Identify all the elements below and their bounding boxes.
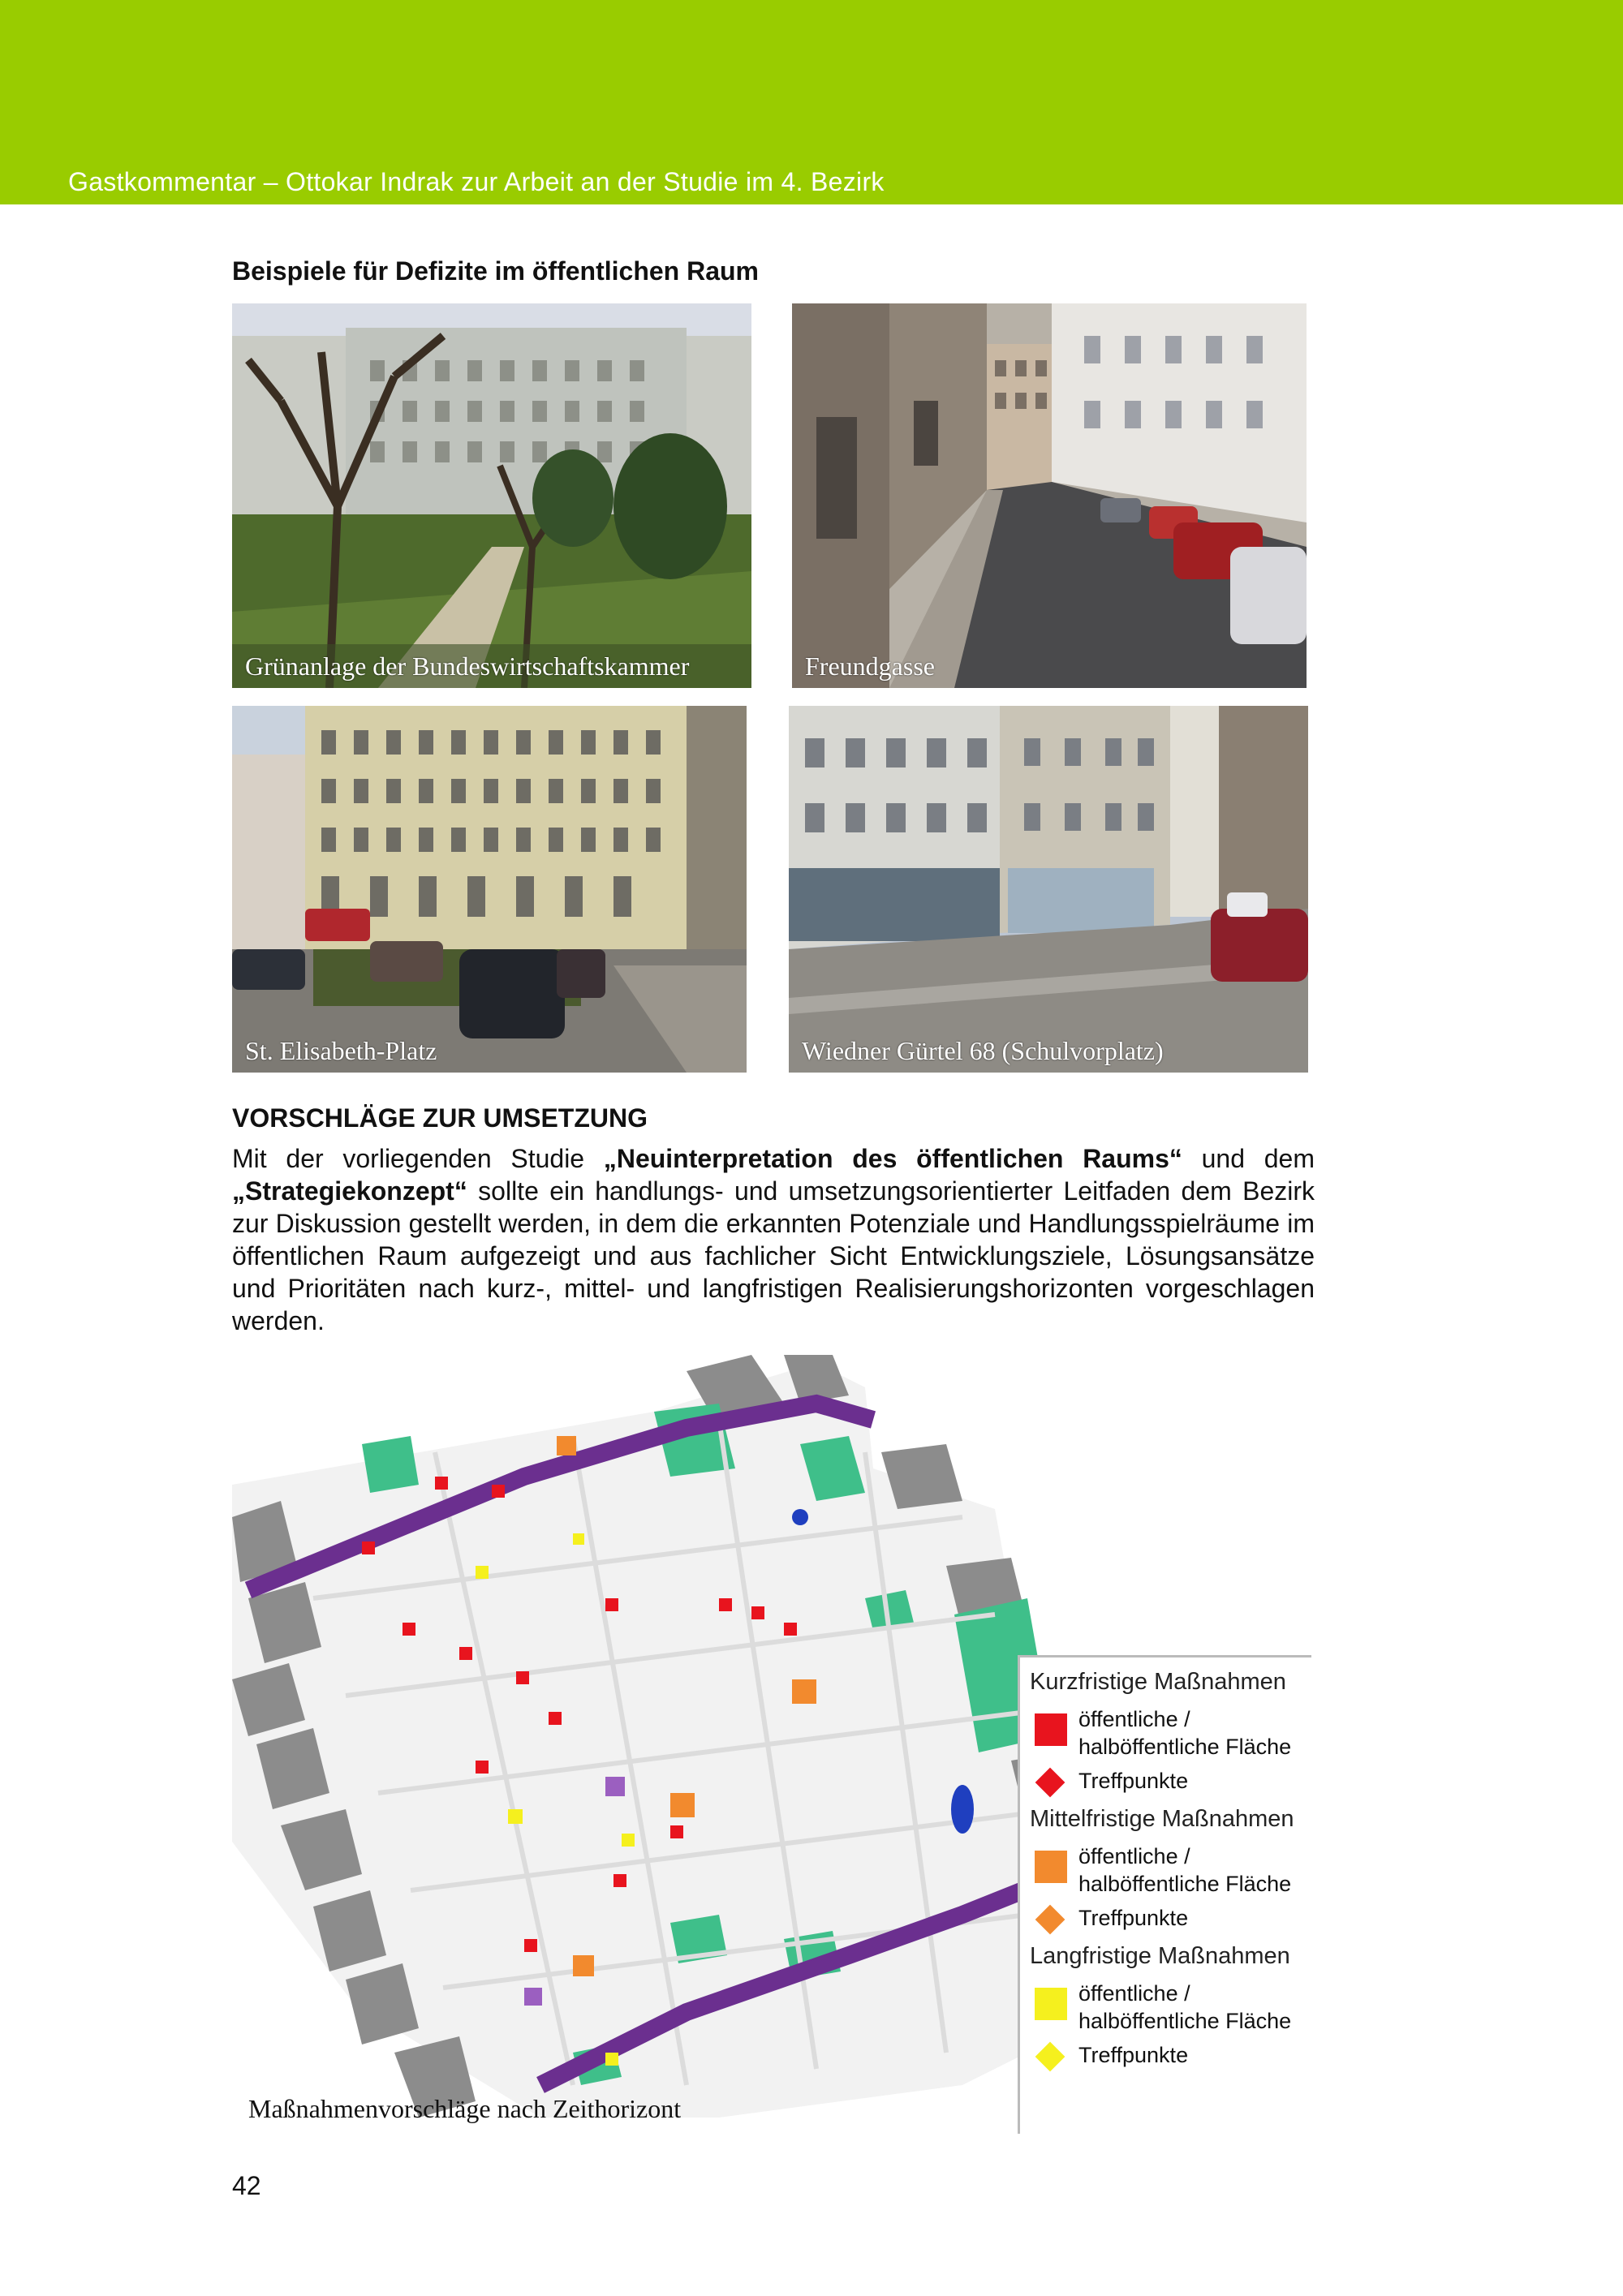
legend-title: Mittelfristige Maßnahmen — [1030, 1806, 1294, 1832]
photo-gruenanlage-image — [232, 303, 751, 688]
photo-caption: Grünanlage der Bundeswirtschaftskammer — [245, 651, 690, 681]
legend-point-row — [1030, 1904, 1311, 1932]
photo-freundgasse — [792, 303, 1307, 688]
legend-group-long-term — [1030, 1943, 1311, 2069]
proposals-text-1: Mit der vorliegenden Studie — [232, 1144, 604, 1173]
concept-title: „Strategiekonzept“ — [232, 1176, 467, 1206]
photo-caption: Freundgasse — [805, 651, 935, 681]
photo-st-elisabeth-platz — [232, 706, 747, 1073]
legend-area-label: öffentliche / halböffentliche Fläche — [1078, 1981, 1292, 2033]
legend-red-diamond-icon — [1035, 1768, 1065, 1798]
legend-yellow-square-icon — [1035, 1988, 1067, 2020]
legend-point-label: Treffpunkte — [1078, 2043, 1189, 2067]
legend-area-row — [1030, 1842, 1311, 1898]
legend-group-short-term — [1030, 1669, 1311, 1795]
photo-gruenanlage — [232, 303, 751, 688]
photo-freundgasse-image — [792, 303, 1307, 688]
proposals-body — [232, 1142, 1315, 1337]
legend-area-row — [1030, 1705, 1311, 1761]
photo-caption: Wiedner Gürtel 68 (Schulvorplatz) — [802, 1036, 1164, 1065]
legend-orange-diamond-icon — [1035, 1905, 1065, 1935]
proposals-text-2: und dem — [1182, 1144, 1315, 1173]
legend-yellow-diamond-icon — [1035, 2042, 1065, 2072]
legend-point-label: Treffpunkte — [1078, 1769, 1189, 1793]
legend-title: Kurzfristige Maßnahmen — [1030, 1669, 1286, 1695]
photo-wiedner-guertel — [789, 706, 1308, 1073]
legend-point-row — [1030, 1767, 1311, 1795]
study-title: „Neuinterpretation des öffentlichen Raums“ — [603, 1144, 1182, 1173]
photo-wiedner-guertel-image — [789, 706, 1308, 1073]
proposals-heading: VORSCHLÄGE ZUR UMSETZUNG — [232, 1103, 648, 1133]
legend-title: Langfristige Maßnahmen — [1030, 1943, 1290, 1969]
legend-area-label: öffentliche / halböffentliche Fläche — [1078, 1707, 1292, 1759]
legend-point-label: Treffpunkte — [1078, 1906, 1189, 1930]
map-caption: Maßnahmenvorschläge nach Zeithorizont — [248, 2094, 682, 2123]
proposals-text-3: sollte ein handlungs- und umsetzungsorientierter Leitfaden dem Bezirk zur Diskussion gestellt werden, in dem die erkannten Potenziale und Handlungsspielräume im öffentlichen Raum aufgezeigt und aus fachlicher Sicht Entwicklungsziele, Lösungsansätze und Prioritäten nach kurz-, mittel- und langfristigen Realisierungshorizonten vorgeschlagen werden. — [232, 1176, 1315, 1335]
map-legend — [1018, 1655, 1311, 2134]
photo-st-elisabeth-platz-image — [232, 706, 747, 1073]
legend-area-label: öffentliche / halböffentliche Fläche — [1078, 1844, 1292, 1896]
page-number: 42 — [232, 2171, 261, 2200]
legend-point-row — [1030, 2041, 1311, 2069]
legend-group-mid-term — [1030, 1806, 1311, 1932]
section-title: Beispiele für Defizite im öffentlichen Raum — [232, 256, 759, 286]
header-title: Gastkommentar – Ottokar Indrak zur Arbeit an der Studie im 4. Bezirk — [68, 167, 885, 196]
legend-area-row — [1030, 1980, 1311, 2035]
photo-caption: St. Elisabeth-Platz — [245, 1036, 437, 1065]
measures-map — [232, 1355, 1311, 2134]
legend-red-square-icon — [1035, 1713, 1067, 1746]
legend-orange-square-icon — [1035, 1851, 1067, 1883]
